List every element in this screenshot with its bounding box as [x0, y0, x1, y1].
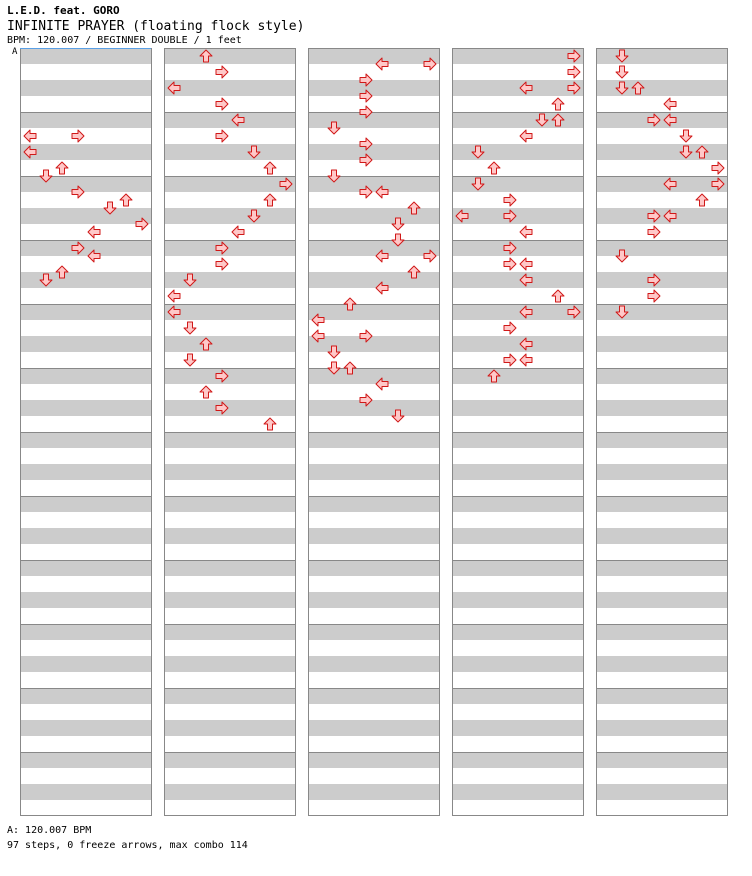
step-arrow-up-icon [550, 96, 566, 112]
step-arrow-right-icon [646, 112, 662, 128]
footer-bpm: A: 120.007 BPM [7, 825, 92, 836]
step-arrow-up-icon [262, 160, 278, 176]
step-arrow-left-icon [374, 376, 390, 392]
step-arrow-left-icon [230, 112, 246, 128]
step-arrow-right-icon [710, 160, 726, 176]
step-arrow-down-icon [326, 168, 342, 184]
chart-column-2 [164, 48, 296, 816]
song-title: INFINITE PRAYER (floating flock style) [7, 19, 305, 34]
step-arrow-left-icon [662, 112, 678, 128]
step-arrow-up-icon [694, 144, 710, 160]
step-arrow-right-icon [70, 184, 86, 200]
chart-column-3 [308, 48, 440, 816]
step-arrow-right-icon [70, 128, 86, 144]
step-arrow-up-icon [486, 160, 502, 176]
step-arrow-down-icon [390, 216, 406, 232]
step-arrow-right-icon [646, 288, 662, 304]
step-arrow-right-icon [358, 328, 374, 344]
step-arrow-left-icon [22, 144, 38, 160]
step-arrow-down-icon [614, 64, 630, 80]
step-arrow-up-icon [550, 112, 566, 128]
step-arrow-right-icon [70, 240, 86, 256]
step-arrow-right-icon [502, 352, 518, 368]
step-arrow-left-icon [518, 304, 534, 320]
step-arrow-down-icon [38, 272, 54, 288]
step-arrow-left-icon [518, 336, 534, 352]
step-arrow-right-icon [358, 136, 374, 152]
step-arrow-down-icon [246, 144, 262, 160]
step-arrow-right-icon [358, 72, 374, 88]
step-arrow-up-icon [406, 264, 422, 280]
step-arrow-left-icon [374, 248, 390, 264]
column-frame [596, 48, 728, 816]
step-arrow-right-icon [214, 128, 230, 144]
step-arrow-down-icon [390, 408, 406, 424]
step-arrow-right-icon [214, 64, 230, 80]
step-arrow-right-icon [214, 368, 230, 384]
step-arrow-down-icon [246, 208, 262, 224]
chart-meta: BPM: 120.007 / BEGINNER DOUBLE / 1 feet [7, 35, 242, 46]
chart-column-5 [596, 48, 728, 816]
step-arrow-left-icon [518, 224, 534, 240]
step-arrow-left-icon [518, 128, 534, 144]
step-arrow-up-icon [342, 296, 358, 312]
step-arrow-up-icon [198, 336, 214, 352]
step-arrow-down-icon [326, 360, 342, 376]
step-arrow-left-icon [662, 96, 678, 112]
step-arrow-right-icon [646, 272, 662, 288]
step-arrow-right-icon [566, 64, 582, 80]
step-arrow-right-icon [358, 392, 374, 408]
step-arrow-up-icon [54, 264, 70, 280]
step-arrow-up-icon [342, 360, 358, 376]
bpm-change-line [20, 48, 151, 49]
step-arrow-up-icon [262, 416, 278, 432]
step-arrow-right-icon [646, 224, 662, 240]
step-arrow-down-icon [614, 80, 630, 96]
step-arrow-left-icon [22, 128, 38, 144]
step-arrow-down-icon [182, 352, 198, 368]
step-arrow-left-icon [86, 248, 102, 264]
step-arrow-down-icon [678, 128, 694, 144]
step-arrow-left-icon [518, 352, 534, 368]
step-arrow-right-icon [358, 88, 374, 104]
step-arrow-down-icon [470, 144, 486, 160]
step-arrow-right-icon [566, 80, 582, 96]
step-arrow-left-icon [86, 224, 102, 240]
step-arrow-right-icon [422, 248, 438, 264]
step-arrow-up-icon [694, 192, 710, 208]
step-arrow-left-icon [230, 224, 246, 240]
step-arrow-up-icon [550, 288, 566, 304]
step-arrow-down-icon [38, 168, 54, 184]
step-arrow-right-icon [502, 192, 518, 208]
step-arrow-right-icon [710, 176, 726, 192]
step-arrow-right-icon [502, 240, 518, 256]
step-arrow-up-icon [54, 160, 70, 176]
step-arrow-down-icon [470, 176, 486, 192]
step-arrow-right-icon [214, 400, 230, 416]
step-arrow-right-icon [422, 56, 438, 72]
step-arrow-down-icon [326, 344, 342, 360]
column-frame [308, 48, 440, 816]
bpm-marker: A [12, 47, 18, 57]
step-arrow-down-icon [182, 272, 198, 288]
step-arrow-up-icon [198, 384, 214, 400]
step-arrow-up-icon [118, 192, 134, 208]
step-arrow-right-icon [358, 104, 374, 120]
step-arrow-right-icon [134, 216, 150, 232]
step-arrow-down-icon [614, 48, 630, 64]
step-arrow-down-icon [614, 248, 630, 264]
step-arrow-down-icon [534, 112, 550, 128]
step-arrow-left-icon [166, 288, 182, 304]
step-arrow-left-icon [662, 176, 678, 192]
step-arrow-down-icon [326, 120, 342, 136]
column-frame [20, 48, 152, 816]
step-arrow-right-icon [214, 96, 230, 112]
step-arrow-left-icon [518, 272, 534, 288]
step-arrow-right-icon [358, 152, 374, 168]
step-arrow-left-icon [310, 312, 326, 328]
step-arrow-right-icon [502, 208, 518, 224]
step-arrow-left-icon [662, 208, 678, 224]
chart-column-4 [452, 48, 584, 816]
step-arrow-right-icon [646, 208, 662, 224]
step-arrow-down-icon [102, 200, 118, 216]
step-arrow-right-icon [566, 304, 582, 320]
step-arrow-up-icon [486, 368, 502, 384]
chart-column-1 [20, 48, 152, 816]
step-arrow-down-icon [614, 304, 630, 320]
step-arrow-right-icon [502, 256, 518, 272]
step-arrow-left-icon [310, 328, 326, 344]
step-arrow-up-icon [406, 200, 422, 216]
step-arrow-left-icon [518, 256, 534, 272]
step-arrow-up-icon [262, 192, 278, 208]
step-arrow-right-icon [358, 184, 374, 200]
step-arrow-down-icon [390, 232, 406, 248]
step-arrow-left-icon [166, 304, 182, 320]
song-artist: L.E.D. feat. GORO [7, 4, 120, 17]
step-arrow-right-icon [214, 256, 230, 272]
footer-stats: 97 steps, 0 freeze arrows, max combo 114 [7, 840, 248, 851]
step-arrow-left-icon [454, 208, 470, 224]
step-arrow-down-icon [678, 144, 694, 160]
step-arrow-down-icon [182, 320, 198, 336]
column-frame [452, 48, 584, 816]
step-arrow-right-icon [214, 240, 230, 256]
step-arrow-left-icon [374, 280, 390, 296]
step-arrow-left-icon [374, 184, 390, 200]
step-arrow-right-icon [278, 176, 294, 192]
step-arrow-up-icon [630, 80, 646, 96]
step-arrow-right-icon [566, 48, 582, 64]
step-arrow-right-icon [502, 320, 518, 336]
step-arrow-left-icon [374, 56, 390, 72]
step-arrow-up-icon [198, 48, 214, 64]
step-arrow-left-icon [518, 80, 534, 96]
step-arrow-left-icon [166, 80, 182, 96]
